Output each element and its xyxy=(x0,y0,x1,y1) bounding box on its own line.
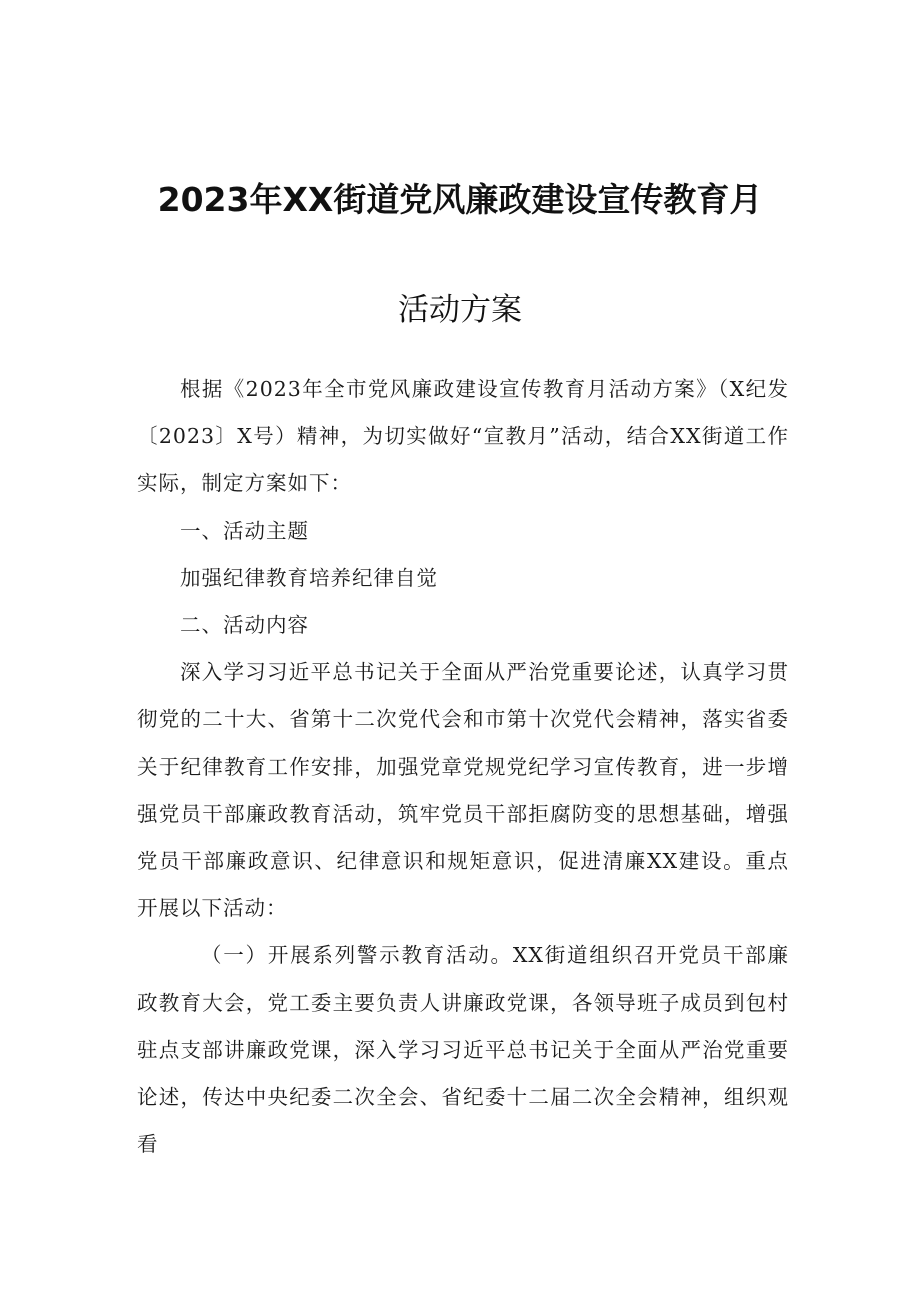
theme-text: 加强纪律教育培养纪律自觉 xyxy=(180,565,438,590)
activity-paragraph-1: （一）开展系列警示教育活动。XX街道组织召开党员干部廉政教育大会，党工委主要负责人讲廉政党课，各领导班子成员到包村驻点支部讲廉政党课，深入学习习近平总书记关于全面从严治党重要论述，传达中央纪委二次全会、省纪委十二届二次全会精神，组织观看 xyxy=(137,943,789,1157)
document-title: 2023年XX街道党风廉政建设宣传教育月 xyxy=(157,180,763,219)
document-body xyxy=(137,366,789,1168)
intro-paragraph: 根据《2023年全市党风廉政建设宣传教育月活动方案》（X纪发〔2023〕X号）精神，为切实做好“宣教月”活动，结合XX街道工作实际，制定方案如下： xyxy=(137,377,789,496)
section-heading-theme: 一、活动主题 xyxy=(180,518,309,543)
section-heading-content: 二、活动内容 xyxy=(180,613,309,638)
document-subtitle: 活动方案 xyxy=(398,292,522,328)
content-paragraph: 深入学习习近平总书记关于全面从严治党重要论述，认真学习贯彻党的二十大、省第十二次党代会和市第十次党代会精神，落实省委关于纪律教育工作安排，加强党章党规党纪学习宣传教育，进一步增强党员干部廉政教育活动，筑牢党员干部拒腐防变的思想基础，增强党员干部廉政意识、纪律意识和规矩意识，促进清廉XX建设。重点开展以下活动： xyxy=(137,660,789,921)
